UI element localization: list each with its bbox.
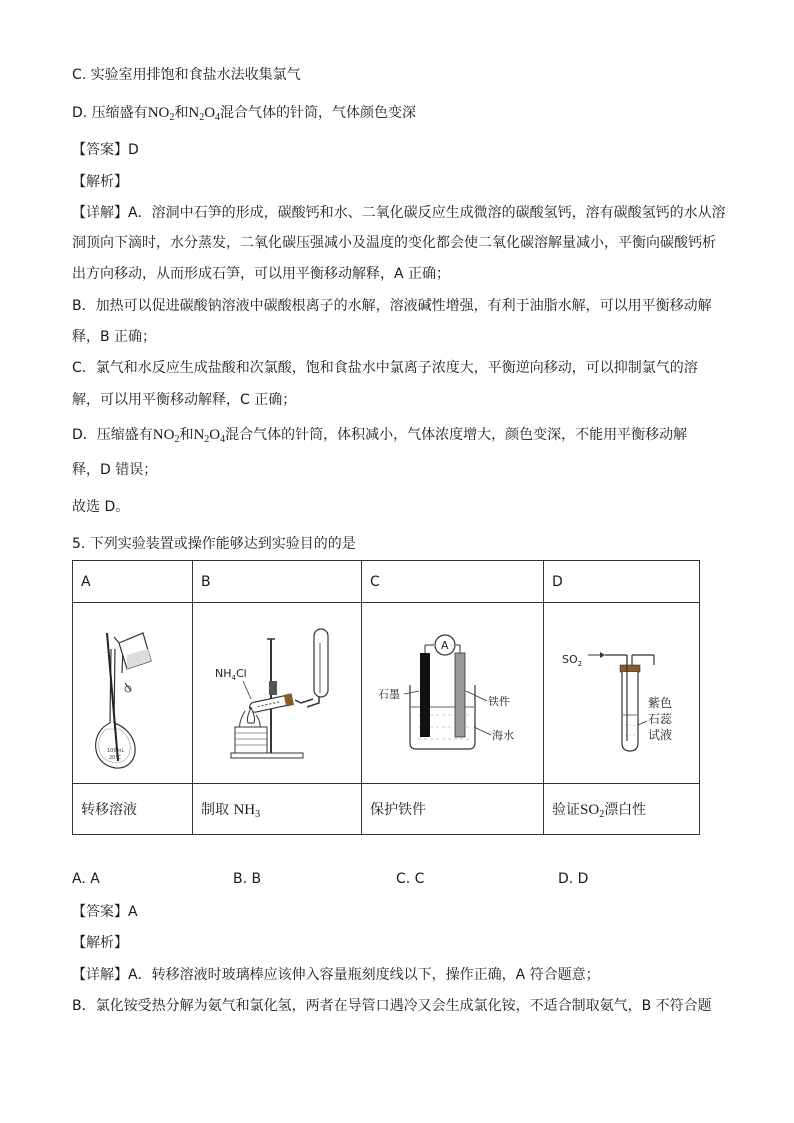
iron-protection-figure [370, 603, 535, 779]
formula-so2: SO [580, 802, 600, 818]
caption-d [544, 784, 700, 835]
conclusion-line: 故选 D。 [72, 499, 130, 515]
formula-o: O [209, 427, 221, 443]
graphite-label: 石墨 [378, 688, 400, 701]
connector: 和 [179, 427, 194, 443]
detail-d-prefix: D．压缩盛有 [72, 427, 153, 443]
subscript: 3 [255, 809, 261, 820]
detail-line: 洞顶向下滴时，水分蒸发，二氧化碳压强减小及温度的变化都会使二氧化碳溶解量减小，平衡向碳酸钙析 [72, 235, 716, 251]
subscript: 2 [199, 112, 205, 123]
so2-label: $SO_2$ [562, 653, 583, 668]
formula-no2: NO [147, 105, 170, 121]
detail-line: B．氯化铵受热分解为氨气和氯化氢，两者在导管口遇冷又会生成氯化铵，不适合制取氨气，B 不符合题 [72, 998, 712, 1014]
answer-label: 【答案】D [72, 142, 139, 158]
connector: 和 [174, 105, 189, 121]
litmus-label-2: 石蕊 [648, 712, 673, 726]
subscript: 2 [599, 809, 605, 820]
option-d-text [72, 103, 416, 123]
table-header-row [73, 561, 700, 603]
figure-cell-c [362, 603, 544, 784]
so2-test-figure [552, 603, 691, 779]
iron-label: 铁件 [488, 695, 510, 708]
litmus-label-3: 试液 [648, 728, 673, 742]
option-d-prefix: D. 压缩盛有 [72, 105, 148, 121]
table-figure-row [73, 603, 700, 784]
caption-a: 转移溶液 [73, 784, 193, 835]
detail-line: 释，B 正确； [72, 329, 157, 345]
choice-b: B. B [233, 871, 262, 887]
formula-n2o4: N [193, 427, 205, 443]
detail-line-d [72, 425, 687, 445]
formula-no2: NO [152, 427, 175, 443]
figure-cell-d [544, 603, 700, 784]
header-d: D [544, 561, 700, 603]
option-c-text: C. 实验室用排饱和食盐水法收集氯气 [72, 67, 301, 83]
figure-cell-a [73, 603, 193, 784]
experiment-table [72, 560, 700, 835]
nh3-preparation-figure [201, 603, 353, 779]
caption-d-prefix: 验证 [552, 802, 580, 818]
seawater-label: 海水 [492, 729, 514, 742]
detail-d-suffix: 混合气体的针筒，体积减小，气体浓度增大，颜色变深，不能用平衡移动解 [225, 427, 688, 443]
caption-d-suffix: 漂白性 [604, 802, 647, 818]
detail-line: 出方向移动，从而形成石笋，可以用平衡移动解释，A 正确； [72, 266, 451, 282]
detail-line: B．加热可以促进碳酸钠溶液中碳酸根离子的水解，溶液碱性增强，有利于油脂水解，可以用平衡移动解 [72, 298, 712, 314]
answer-label: 【答案】A [72, 904, 138, 920]
choice-c: C. C [396, 871, 425, 887]
ammeter-label: A [441, 639, 449, 652]
caption-c: 保护铁件 [362, 784, 544, 835]
question-5-stem: 5. 下列实验装置或操作能够达到实验目的的是 [72, 536, 356, 552]
choice-d: D. D [558, 871, 589, 887]
litmus-label-1: 紫色 [648, 696, 673, 710]
caption-b [193, 784, 362, 835]
nh4cl-label: $NH_4Cl$ [215, 667, 247, 682]
subscript: 2 [169, 112, 175, 123]
header-a: A [73, 561, 193, 603]
subscript: 2 [174, 434, 180, 445]
formula-nh3: NH [233, 802, 256, 818]
detail-line: 解，可以用平衡移动解释，C 正确； [72, 392, 297, 408]
subscript: 4 [220, 434, 226, 445]
analysis-label: 【解析】 [72, 935, 128, 951]
table-caption-row [73, 784, 700, 835]
figure-cell-b [193, 603, 362, 784]
formula-n2o4: N [188, 105, 200, 121]
caption-b-prefix: 制取 [201, 802, 229, 818]
flask-temp-label: 20°C [109, 755, 122, 761]
detail-line: 【详解】A．转移溶液时玻璃棒应该伸入容量瓶刻度线以下，操作正确，A 符合题意； [72, 967, 600, 983]
header-b: B [193, 561, 362, 603]
subscript: 2 [204, 434, 210, 445]
choice-a: A. A [72, 871, 100, 887]
detail-line: 释，D 错误； [72, 462, 158, 478]
detail-line: C．氯气和水反应生成盐酸和次氯酸，饱和食盐水中氯离子浓度大，平衡逆向移动，可以抑制氯气的溶 [72, 360, 698, 376]
header-c: C [362, 561, 544, 603]
detail-line: 【详解】A．溶洞中石笋的形成，碳酸钙和水、二氧化碳反应生成微溶的碳酸氢钙，溶有碳酸氢钙的水从溶 [72, 205, 726, 221]
option-d-suffix: 混合气体的针筒，气体颜色变深 [220, 105, 417, 121]
formula-o: O [204, 105, 216, 121]
volumetric-flask-figure [81, 603, 184, 779]
subscript: 4 [215, 112, 221, 123]
analysis-label: 【解析】 [72, 174, 128, 190]
flask-volume-label: 100mL [107, 748, 125, 754]
